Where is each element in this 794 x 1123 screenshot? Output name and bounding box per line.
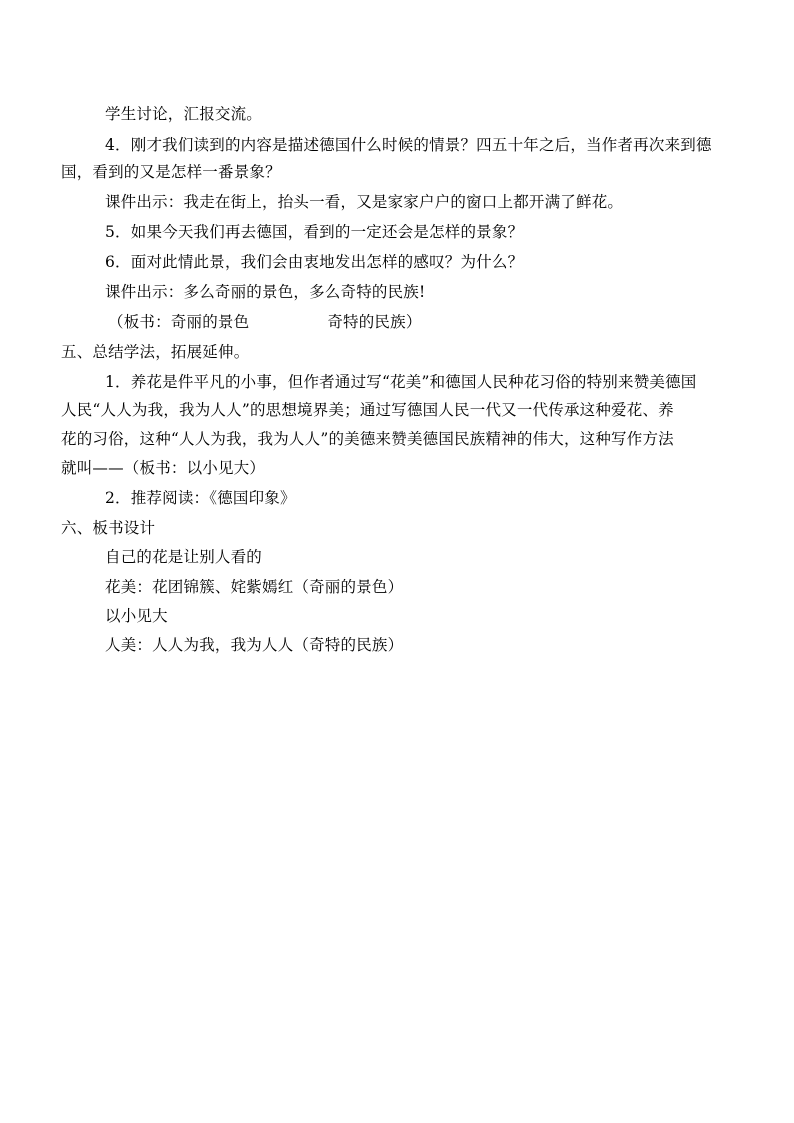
paragraph-line: 5．如果今天我们再去德国，看到的一定还会是怎样的景象？ (105, 223, 524, 241)
paragraph-line: 6．面对此情此景，我们会由衷地发出怎样的感叹？为什么？ (105, 253, 524, 271)
board-note-left: （板书：奇丽的景色 (108, 313, 250, 331)
paragraph-line: 就叫——（板书：以小见大） (61, 459, 266, 477)
board-design-line: 以小见大 (105, 607, 168, 625)
section-heading: 五、总结学法，拓展延伸。 (61, 343, 250, 361)
board-design-line: 人美：人人为我，我为人人（奇特的民族） (105, 636, 404, 654)
board-design-line: 自己的花是让别人看的 (105, 548, 263, 566)
board-note-right: 奇特的民族） (327, 313, 422, 331)
board-design-line: 花美：花团锦簇、姹紫嫣红（奇丽的景色） (105, 578, 404, 596)
paragraph-line: 课件出示：多么奇丽的景色，多么奇特的民族! (105, 283, 426, 301)
paragraph-line: 4．刚才我们读到的内容是描述德国什么时候的情景？四五十年之后，当作者再次来到德 (105, 136, 712, 154)
paragraph-line: 花的习俗，这种“人人为我，我为人人”的美德来赞美德国民族精神的伟大，这种写作方法 (61, 430, 674, 448)
paragraph-line: 1．养花是件平凡的小事，但作者通过写“花美”和德国人民种花习俗的特别来赞美德国 (105, 373, 697, 391)
paragraph-line: 人民“人人为我，我为人人”的思想境界美；通过写德国人民一代又一代传承这种爱花、养 (61, 401, 674, 419)
board-note-line (108, 312, 422, 332)
paragraph-line: 课件出示：我走在街上，抬头一看，又是家家户户的窗口上都开满了鲜花。 (105, 193, 624, 211)
paragraph-line: 国，看到的又是怎样一番景象？ (61, 163, 281, 181)
paragraph-line: 学生讨论，汇报交流。 (105, 105, 263, 123)
paragraph-line: 2．推荐阅读：《德国印象》 (105, 489, 296, 507)
section-heading: 六、板书设计 (61, 519, 156, 537)
